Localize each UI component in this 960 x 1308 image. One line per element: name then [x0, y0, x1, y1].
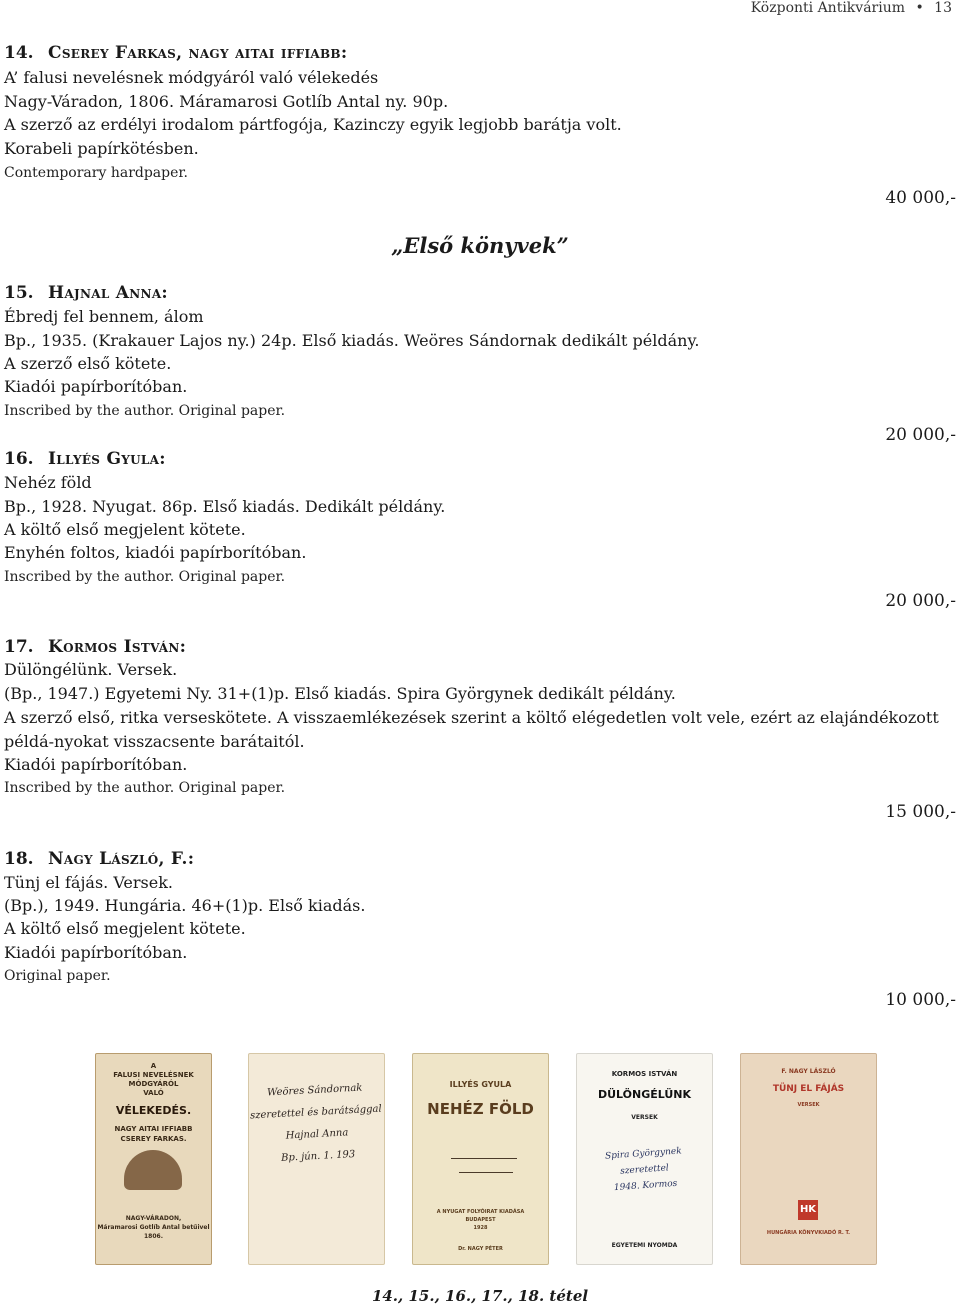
item-15-line: A szerző első kötete.: [4, 354, 172, 373]
item-14-line: A szerző az erdélyi irodalom pártfogója, Kazinczy egyik legjobb barátja volt.: [4, 115, 622, 134]
cover-cserey-author: NAGY AITAI IFFIABB CSEREY FARKAS.: [114, 1125, 193, 1143]
item-17-author: Kormos István:: [48, 637, 187, 657]
cover-image-kormos: [576, 1053, 713, 1265]
item-14-line: Korabeli papírkötésben.: [4, 139, 199, 158]
item-18-line: A költő első megjelent kötete.: [4, 919, 246, 938]
item-15-line: Bp., 1935. (Krakauer Lajos ny.) 24p. Első kiadás. Weöres Sándornak dedikált példány.: [4, 331, 700, 350]
catalog-name: Központi Antikvárium: [750, 0, 905, 16]
item-16-line: A költő első megjelent kötete.: [4, 520, 246, 539]
item-18-line: (Bp.), 1949. Hungária. 46+(1)p. Első kiadás.: [4, 896, 366, 915]
cover-illyes-publisher: A NYUGAT FOLYÓIRAT KIADÁSA BUDAPEST 1928: [436, 1209, 525, 1231]
figure-caption: 14., 15., 16., 17., 18. tétel: [371, 1287, 589, 1305]
cover-kormos-printer: EGYETEMI NYOMDA: [611, 1242, 678, 1249]
cover-nagy-title: TÜNJ EL FÁJÁS: [772, 1084, 845, 1094]
item-14-line: A’ falusi nevelésnek módgyáról való vélekedés: [4, 68, 379, 87]
publisher-logo-icon: HK: [798, 1200, 818, 1220]
item-18-line: Kiadói papírborítóban.: [4, 943, 188, 962]
cover-kormos-subtitle: VERSEK: [631, 1114, 658, 1121]
cover-hajnal-handwriting: Weöres Sándornak szeretettel és barátsággal Hajnal Anna Bp. jún. 1. 193: [249, 1082, 382, 1164]
item-18-line: Tünj el fájás. Versek.: [4, 873, 174, 892]
cover-image-illyes: [412, 1053, 549, 1265]
cover-kormos-title: DÜLÖNGÉLÜNK: [597, 1088, 692, 1101]
item-15-line: Kiadói papírborítóban.: [4, 377, 188, 396]
item-18-english: Original paper.: [4, 968, 111, 984]
item-14-english: Contemporary hardpaper.: [4, 165, 189, 181]
cover-cserey-top: A FALUSI NEVELÉSNEK MÓDGYÁRÓL VALÓ: [113, 1062, 194, 1097]
cover-cserey-imprint: NAGY-VÁRADON, Máramarosi Gotlíb Antal betűivel 1806.: [97, 1215, 210, 1240]
item-17-english: Inscribed by the author. Original paper.: [4, 780, 286, 796]
item-17-price: 15 000,-: [885, 802, 956, 822]
cover-illyes-author: ILLYÉS GYULA: [449, 1080, 512, 1089]
header-bullet: •: [915, 0, 924, 16]
cover-cserey-vignette: [124, 1150, 182, 1190]
item-15-english: Inscribed by the author. Original paper.: [4, 403, 286, 419]
item-16-line: Nehéz föld: [4, 473, 92, 492]
item-18-author: Nagy László, F.:: [48, 849, 195, 869]
item-16-line: Enyhén foltos, kiadói papírborítóban.: [4, 543, 307, 562]
cover-illyes-signature-mark: [451, 1158, 517, 1159]
cover-cserey-title: VÉLEKEDÉS.: [115, 1104, 192, 1117]
item-16-number: 16.: [4, 449, 34, 469]
cover-kormos-author: KORMOS ISTVÁN: [611, 1070, 678, 1078]
cover-image-hajnal-dedication: [248, 1053, 385, 1265]
item-17-number: 17.: [4, 637, 34, 657]
cover-nagy-subtitle: VERSEK: [797, 1102, 820, 1108]
cover-kormos-handwriting: Spira Györgynek szeretettel 1948. Kormos: [604, 1146, 683, 1194]
item-15-author: Hajnal Anna:: [48, 283, 168, 303]
item-17-line: Dülöngélünk. Versek.: [4, 660, 178, 679]
page-number: 13: [934, 0, 952, 16]
cover-nagy-publisher: HUNGÁRIA KÖNYVKIADÓ R. T.: [766, 1230, 851, 1236]
page-header: [751, 0, 952, 16]
item-15-line: Ébredj fel bennem, álom: [4, 307, 204, 326]
item-16-price: 20 000,-: [885, 591, 956, 611]
item-14-author: Cserey Farkas, nagy aitai iffiabb:: [48, 43, 348, 63]
item-17-description: A szerző első, ritka verseskötete. A visszaemlékezések szerint a költő elégedetlen volt vele, ezért az elajándékozott példá-nyokat visszacsente barátaitól.: [4, 708, 939, 751]
item-16-english: Inscribed by the author. Original paper.: [4, 569, 286, 585]
cover-illyes-imprint: Dr. NAGY PÉTER: [458, 1246, 503, 1252]
item-15-number: 15.: [4, 283, 34, 303]
cover-image-nagy: [740, 1053, 877, 1265]
item-16-line: Bp., 1928. Nyugat. 86p. Első kiadás. Dedikált példány.: [4, 497, 446, 516]
cover-illyes-title: NEHÉZ FÖLD: [427, 1100, 534, 1118]
item-14-number: 14.: [4, 43, 34, 63]
item-15-price: 20 000,-: [885, 425, 956, 445]
item-18-price: 10 000,-: [885, 990, 956, 1010]
item-14-price: 40 000,-: [885, 188, 956, 208]
item-17-line: Kiadói papírborítóban.: [4, 755, 188, 774]
cover-image-cserey: [95, 1053, 212, 1265]
item-14-line: Nagy-Váradon, 1806. Máramarosi Gotlíb Antal ny. 90p.: [4, 92, 449, 111]
cover-illyes-signature-mark: [459, 1172, 513, 1173]
cover-nagy-author: F. NAGY LÁSZLÓ: [781, 1068, 836, 1075]
section-title: „Első könyvek”: [391, 233, 569, 258]
item-17-line: (Bp., 1947.) Egyetemi Ny. 31+(1)p. Első kiadás. Spira Györgynek dedikált példány.: [4, 684, 676, 703]
item-18-number: 18.: [4, 849, 34, 869]
item-16-author: Illyés Gyula:: [48, 449, 166, 469]
